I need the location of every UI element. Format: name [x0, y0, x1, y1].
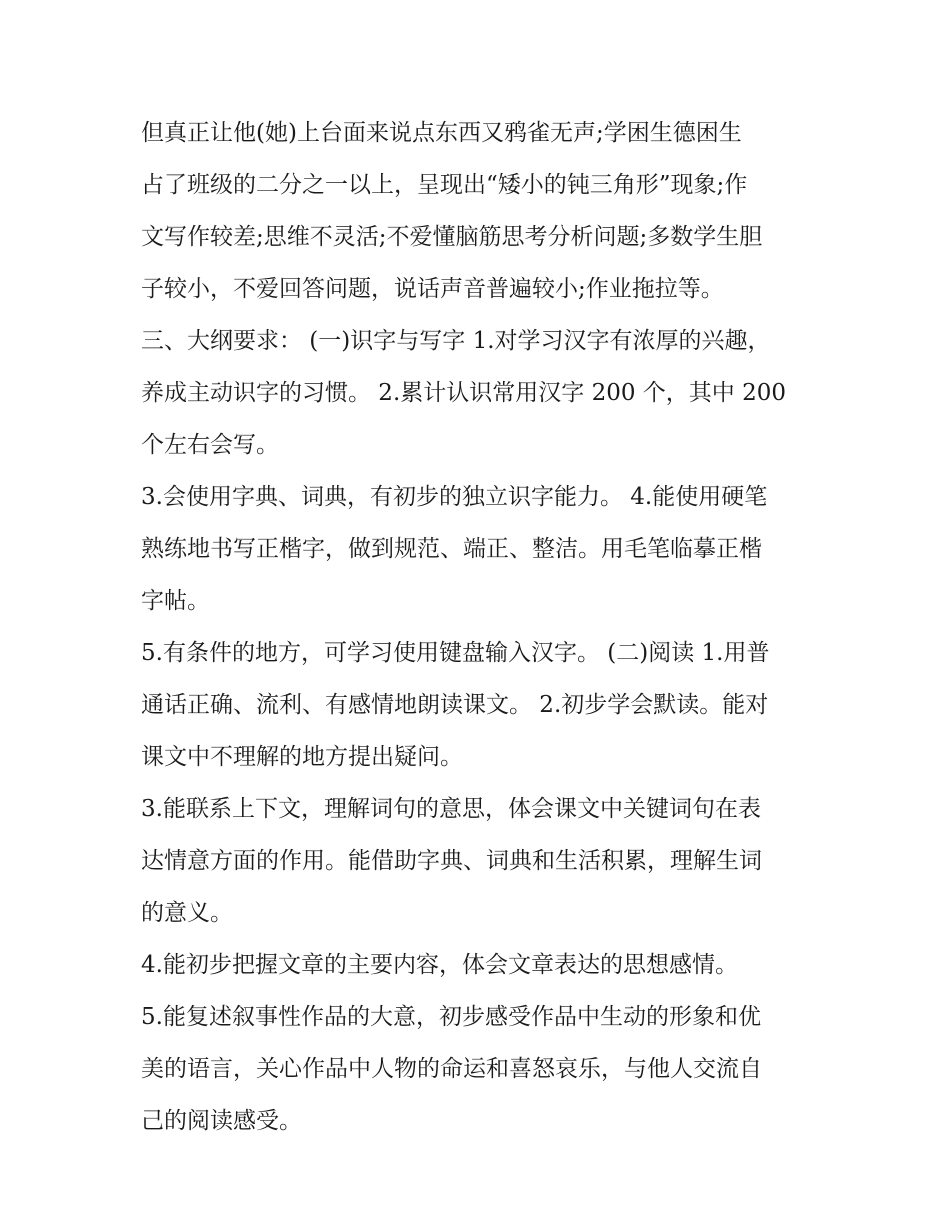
paragraph-keyboard-reading [141, 627, 821, 783]
text-line: 三、大纲要求： (一)识字与写字 1.对学习汉字有浓厚的兴趣， [141, 328, 771, 354]
document-body [141, 107, 821, 1147]
text-line: 字帖。 [141, 588, 210, 614]
paragraph-retelling [141, 991, 821, 1147]
text-line: 3.会使用字典、词典，有初步的独立识字能力。 4.能使用硬笔 [141, 484, 768, 510]
text-line: 的意义。 [141, 900, 233, 926]
text-line: 3.能联系上下文，理解词句的意思，体会课文中关键词句在表 [141, 796, 761, 822]
paragraph-context-understanding [141, 783, 821, 939]
paragraph-dictionary-writing [141, 471, 821, 627]
text-line: 4.能初步把握文章的主要内容，体会文章表达的思想感情。 [141, 952, 738, 978]
text-line: 但真正让他(她)上台面来说点东西又鸦雀无声;学困生德困生 [141, 120, 742, 146]
text-line: 课文中不理解的地方提出疑问。 [141, 744, 463, 770]
paragraph-main-content [141, 939, 821, 991]
text-line: 养成主动识字的习惯。 2.累计认识常用汉字 200 个，其中 200 [141, 380, 786, 406]
text-line: 5.能复述叙事性作品的大意，初步感受作品中生动的形象和优 [141, 1004, 761, 1030]
text-line: 达情意方面的作用。能借助字典、词典和生活积累，理解生词 [141, 848, 762, 874]
text-line: 美的语言，关心作品中人物的命运和喜怒哀乐，与他人交流自 [141, 1056, 762, 1082]
text-line: 文写作较差;思维不灵活;不爱懂脑筋思考分析问题;多数学生胆 [141, 224, 763, 250]
paragraph-syllabus-requirements [141, 315, 821, 471]
paragraph-class-situation [141, 107, 821, 315]
text-line: 熟练地书写正楷字，做到规范、端正、整洁。用毛笔临摹正楷 [141, 536, 762, 562]
text-line: 个左右会写。 [141, 432, 279, 458]
text-line: 通话正确、流利、有感情地朗读课文。 2.初步学会默读。能对 [141, 692, 769, 718]
text-line: 子较小，不爱回答问题，说话声音普遍较小;作业拖拉等。 [141, 276, 724, 302]
text-line: 占了班级的二分之一以上，呈现出“矮小的钝三角形”现象;作 [141, 172, 748, 198]
text-line: 5.有条件的地方，可学习使用键盘输入汉字。 (二)阅读 1.用普 [141, 640, 770, 666]
text-line: 己的阅读感受。 [141, 1108, 302, 1134]
